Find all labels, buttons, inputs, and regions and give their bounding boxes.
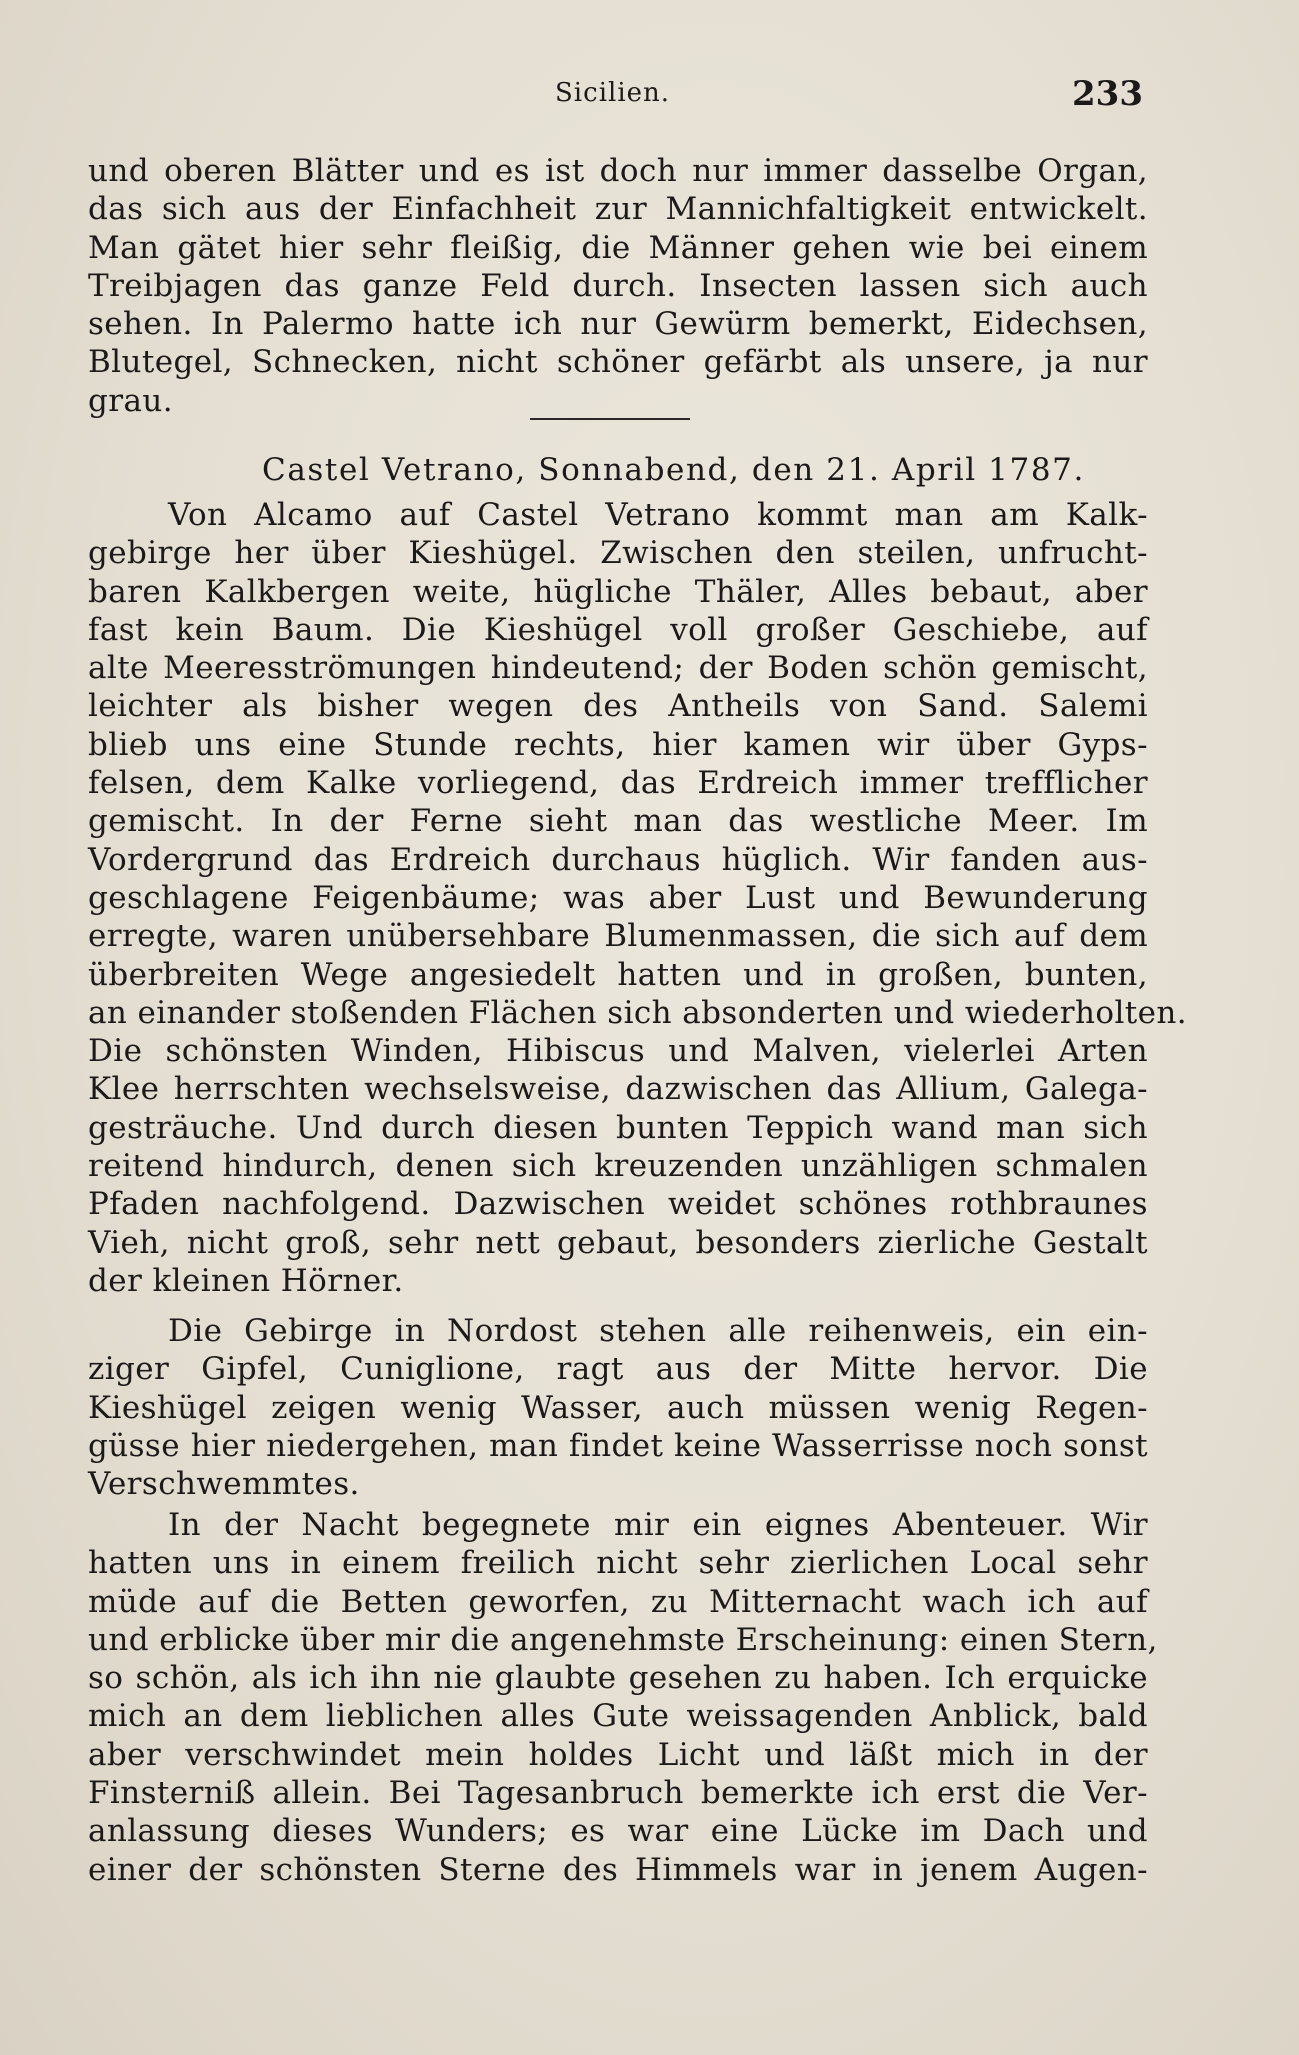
text-line: Kieshügel zeigen wenig Wasser, auch müssen wenig Regen- [88, 1389, 1148, 1426]
text-line: Die Gebirge in Nordost stehen alle reihenweis, ein ein- [168, 1313, 1148, 1349]
text-line: einer der schönsten Sterne des Himmels war in jenem Augen- [88, 1851, 1148, 1888]
paragraph [88, 496, 1187, 1300]
text-line: und erblicke über mir die angenehmste Erscheinung: einen Stern, [88, 1621, 1158, 1658]
text-line: gemischt. In der Ferne sieht man das westliche Meer. Im [88, 803, 1148, 840]
text-line: hatten uns in einem freilich nicht sehr zierlichen Local sehr [88, 1545, 1148, 1582]
text-line: erregte, waren unübersehbare Blumenmassen, die sich auf dem [88, 918, 1148, 955]
paragraph-continued [88, 152, 1148, 420]
text-line: so schön, als ich ihn nie glaubte gesehen zu haben. Ich erquicke [88, 1660, 1148, 1697]
text-line: baren Kalkbergen weite, hügliche Thäler, Alles bebaut, aber [88, 573, 1148, 610]
text-line: mich an dem lieblichen alles Gute weissagenden Anblick, bald [88, 1698, 1148, 1735]
text-line: gesträuche. Und durch diesen bunten Teppich wand man sich [88, 1109, 1148, 1146]
text-line: felsen, dem Kalke vorliegend, das Erdreich immer trefflicher [88, 765, 1148, 802]
text-line: Man gätet hier sehr fleißig, die Männer gehen wie bei einem [88, 229, 1148, 266]
text-line: Verschwemmtes. [88, 1466, 360, 1503]
text-line: In der Nacht begegnete mir ein eignes Abenteuer. Wir [168, 1507, 1148, 1543]
text-line: anlassung dieses Wunders; es war eine Lücke im Dach und [88, 1813, 1148, 1850]
text-line: Vieh, nicht groß, sehr nett gebaut, besonders zierliche Gestalt [88, 1224, 1148, 1261]
text-line: fast kein Baum. Die Kieshügel voll großer Geschiebe, auf [88, 611, 1148, 648]
text-line: ziger Gipfel, Cuniglione, ragt aus der Mitte hervor. Die [88, 1351, 1148, 1388]
text-line: blieb uns eine Stunde rechts, hier kamen wir über Gyps- [88, 726, 1148, 763]
text-line: aber verschwindet mein holdes Licht und läßt mich in der [88, 1736, 1148, 1773]
text-line: und oberen Blätter und es ist doch nur immer dasselbe Organ, [88, 153, 1148, 189]
paragraph [88, 1312, 1148, 1503]
text-line: reitend hindurch, denen sich kreuzenden unzähligen schmalen [88, 1148, 1148, 1185]
text-line: an einander stoßenden Flächen sich absonderten und wiederholten. [88, 994, 1187, 1031]
text-line: sehen. In Palermo hatte ich nur Gewürm bemerkt, Eidechsen, [88, 306, 1148, 343]
text-line: Treibjagen das ganze Feld durch. Insecten lassen sich auch [88, 267, 1148, 304]
dateline: Castel Vetrano, Sonnabend, den 21. April 1787. [262, 452, 1085, 488]
text-line: Finsterniß allein. Bei Tagesanbruch bemerkte ich erst die Ver- [88, 1775, 1148, 1812]
text-line: Pfaden nachfolgend. Dazwischen weidet schönes rothbraunes [88, 1186, 1148, 1223]
text-line: Klee herrschten wechselsweise, dazwischen das Allium, Galega- [88, 1071, 1148, 1108]
text-line: grau. [88, 382, 173, 419]
text-line: gebirge her über Kieshügel. Zwischen den steilen, unfrucht- [88, 535, 1148, 572]
text-line: geschlagene Feigenbäume; was aber Lust und Bewunderung [88, 879, 1148, 916]
text-line: Von Alcamo auf Castel Vetrano kommt man am Kalk- [168, 497, 1148, 533]
text-line: güsse hier niedergehen, man findet keine Wasserrisse noch sonst [88, 1427, 1148, 1464]
text-line: müde auf die Betten geworfen, zu Mitternacht wach ich auf [88, 1583, 1148, 1620]
text-line: Vordergrund das Erdreich durchaus hüglich. Wir fanden aus- [88, 841, 1148, 878]
section-divider [530, 418, 690, 420]
text-line: alte Meeresströmungen hindeutend; der Boden schön gemischt, [88, 650, 1148, 687]
text-line: das sich aus der Einfachheit zur Mannichfaltigkeit entwickelt. [88, 191, 1148, 228]
page-number: 233 [1072, 74, 1143, 114]
text-line: leichter als bisher wegen des Antheils von Sand. Salemi [88, 688, 1148, 725]
text-line: Die schönsten Winden, Hibiscus und Malven, vielerlei Arten [88, 1033, 1148, 1070]
running-header: Sicilien. [555, 78, 671, 108]
text-line: der kleinen Hörner. [88, 1262, 404, 1299]
text-line: Blutegel, Schnecken, nicht schöner gefärbt als unsere, ja nur [88, 344, 1148, 381]
text-line: überbreiten Wege angesiedelt hatten und in großen, bunten, [88, 956, 1148, 993]
paragraph [88, 1506, 1158, 1889]
